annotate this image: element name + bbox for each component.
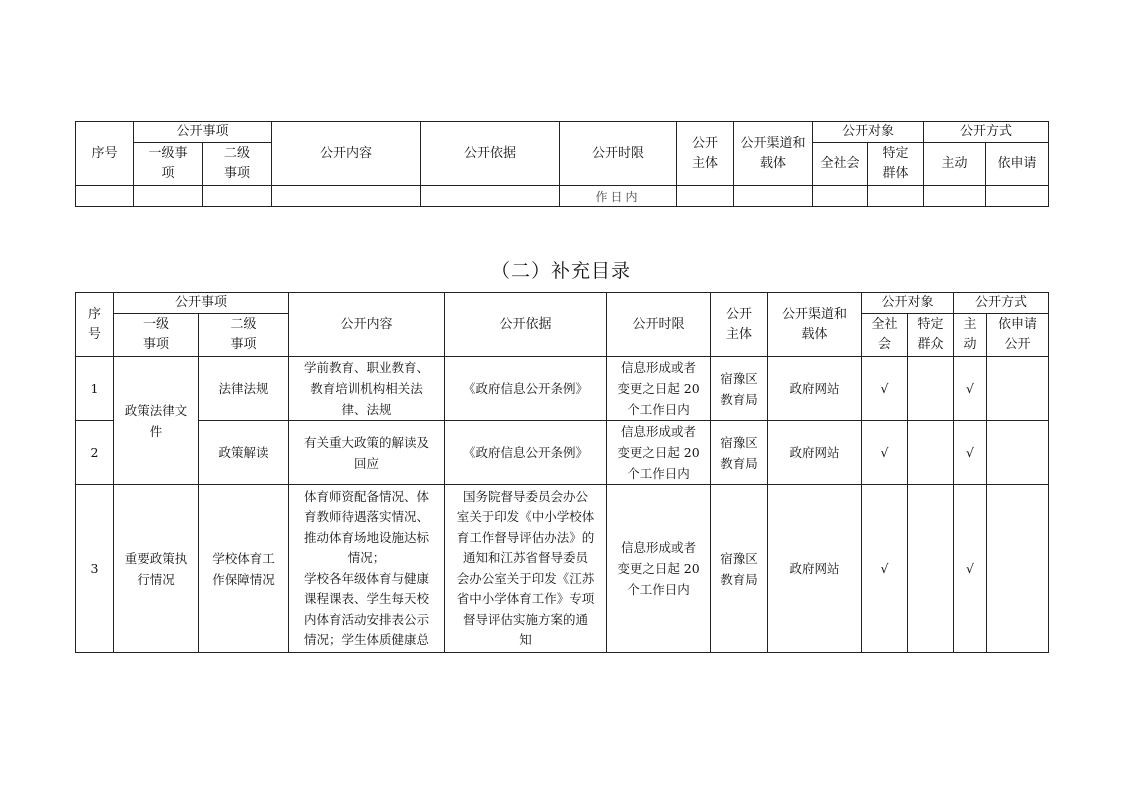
row-basis: 《政府信息公开条例》 bbox=[445, 421, 607, 485]
header-target: 公开对象 bbox=[862, 293, 954, 314]
row-seq: 1 bbox=[76, 357, 114, 421]
supplementary-catalog-table bbox=[75, 292, 1049, 653]
row-channel: 政府网站 bbox=[768, 357, 862, 421]
table-row bbox=[76, 421, 1049, 485]
header-content: 公开内容 bbox=[272, 122, 421, 186]
header-method: 公开方式 bbox=[954, 293, 1049, 314]
header-channel: 公开渠道和 载体 bbox=[734, 122, 813, 186]
header-level1: 一级事 项 bbox=[134, 143, 203, 186]
row-seq: 3 bbox=[76, 485, 114, 653]
header-level2: 二级 事项 bbox=[199, 314, 289, 357]
header-channel: 公开渠道和 载体 bbox=[768, 293, 862, 357]
header-time-limit: 公开时限 bbox=[607, 293, 711, 357]
row-active-check: √ bbox=[954, 485, 987, 653]
row-society-check: √ bbox=[862, 485, 908, 653]
row-basis: 国务院督导委员会办公 室关于印发《中小学校体 育工作督导评估办法》的 通知和江苏省督导委员 会办公室关于印发《江苏 省中小学体育工作》专项 督导评估实施方案的通 知 bbox=[445, 485, 607, 653]
row-time-limit: 信息形成或者 变更之日起 20 个工作日内 bbox=[607, 421, 711, 485]
header-on-request: 依申请 bbox=[986, 143, 1049, 186]
header-seq: 序 号 bbox=[76, 293, 114, 357]
header-subject: 公开 主体 bbox=[677, 122, 734, 186]
row-specific bbox=[908, 485, 954, 653]
header-seq: 序号 bbox=[76, 122, 134, 186]
table-row bbox=[76, 357, 1049, 421]
section-title: （二）补充目录 bbox=[490, 260, 631, 282]
row-channel: 政府网站 bbox=[768, 421, 862, 485]
table-row bbox=[76, 485, 1049, 653]
header-items: 公开事项 bbox=[134, 122, 272, 143]
header-subject: 公开 主体 bbox=[711, 293, 768, 357]
header-active: 主 动 bbox=[954, 314, 987, 357]
header-method: 公开方式 bbox=[924, 122, 1049, 143]
row-subject: 宿豫区 教育局 bbox=[711, 485, 768, 653]
row-on-request bbox=[987, 421, 1049, 485]
header-on-request: 依申请 公开 bbox=[987, 314, 1049, 357]
header-society: 全社会 bbox=[813, 143, 868, 186]
row-time-limit: 信息形成或者 变更之日起 20 个工作日内 bbox=[607, 357, 711, 421]
row-channel: 政府网站 bbox=[768, 485, 862, 653]
row-time-limit: 作日内 bbox=[560, 186, 677, 207]
header-specific: 特定 群体 bbox=[868, 143, 924, 186]
header-basis: 公开依据 bbox=[445, 293, 607, 357]
header-target: 公开对象 bbox=[813, 122, 924, 143]
row-basis: 《政府信息公开条例》 bbox=[445, 357, 607, 421]
header-items: 公开事项 bbox=[114, 293, 289, 314]
catalog-table-continued bbox=[75, 121, 1049, 207]
row-level1: 重要政策执 行情况 bbox=[114, 485, 199, 653]
row-active-check: √ bbox=[954, 421, 987, 485]
header-society: 全社 会 bbox=[862, 314, 908, 357]
row-level2: 学校体育工 作保障情况 bbox=[199, 485, 289, 653]
row-specific bbox=[908, 357, 954, 421]
header-specific: 特定 群众 bbox=[908, 314, 954, 357]
header-basis: 公开依据 bbox=[421, 122, 560, 186]
header-time-limit: 公开时限 bbox=[560, 122, 677, 186]
row-level2: 政策解读 bbox=[199, 421, 289, 485]
row-content: 体育师资配备情况、体 育教师待遇落实情况、 推动体育场地设施达标 情况； 学校各年级体育与健康 课程课表、学生每天校 内体育活动安排表公示 情况；学生体质健康总 bbox=[289, 485, 445, 653]
row-content: 学前教育、职业教育、 教育培训机构相关法 律、法规 bbox=[289, 357, 445, 421]
row-level1: 政策法律文 件 bbox=[114, 357, 199, 485]
row-seq: 2 bbox=[76, 421, 114, 485]
header-active: 主动 bbox=[924, 143, 986, 186]
header-content: 公开内容 bbox=[289, 293, 445, 357]
row-level2: 法律法规 bbox=[199, 357, 289, 421]
header-level1: 一级 事项 bbox=[114, 314, 199, 357]
row-subject: 宿豫区 教育局 bbox=[711, 421, 768, 485]
row-society-check: √ bbox=[862, 421, 908, 485]
row-content: 有关重大政策的解读及 回应 bbox=[289, 421, 445, 485]
row-active-check: √ bbox=[954, 357, 987, 421]
row-specific bbox=[908, 421, 954, 485]
table-row bbox=[76, 186, 1049, 207]
row-subject: 宿豫区 教育局 bbox=[711, 357, 768, 421]
row-time-limit: 信息形成或者 变更之日起 20 个工作日内 bbox=[607, 485, 711, 653]
header-level2: 二级 事项 bbox=[203, 143, 272, 186]
row-on-request bbox=[987, 357, 1049, 421]
row-society-check: √ bbox=[862, 357, 908, 421]
row-on-request bbox=[987, 485, 1049, 653]
